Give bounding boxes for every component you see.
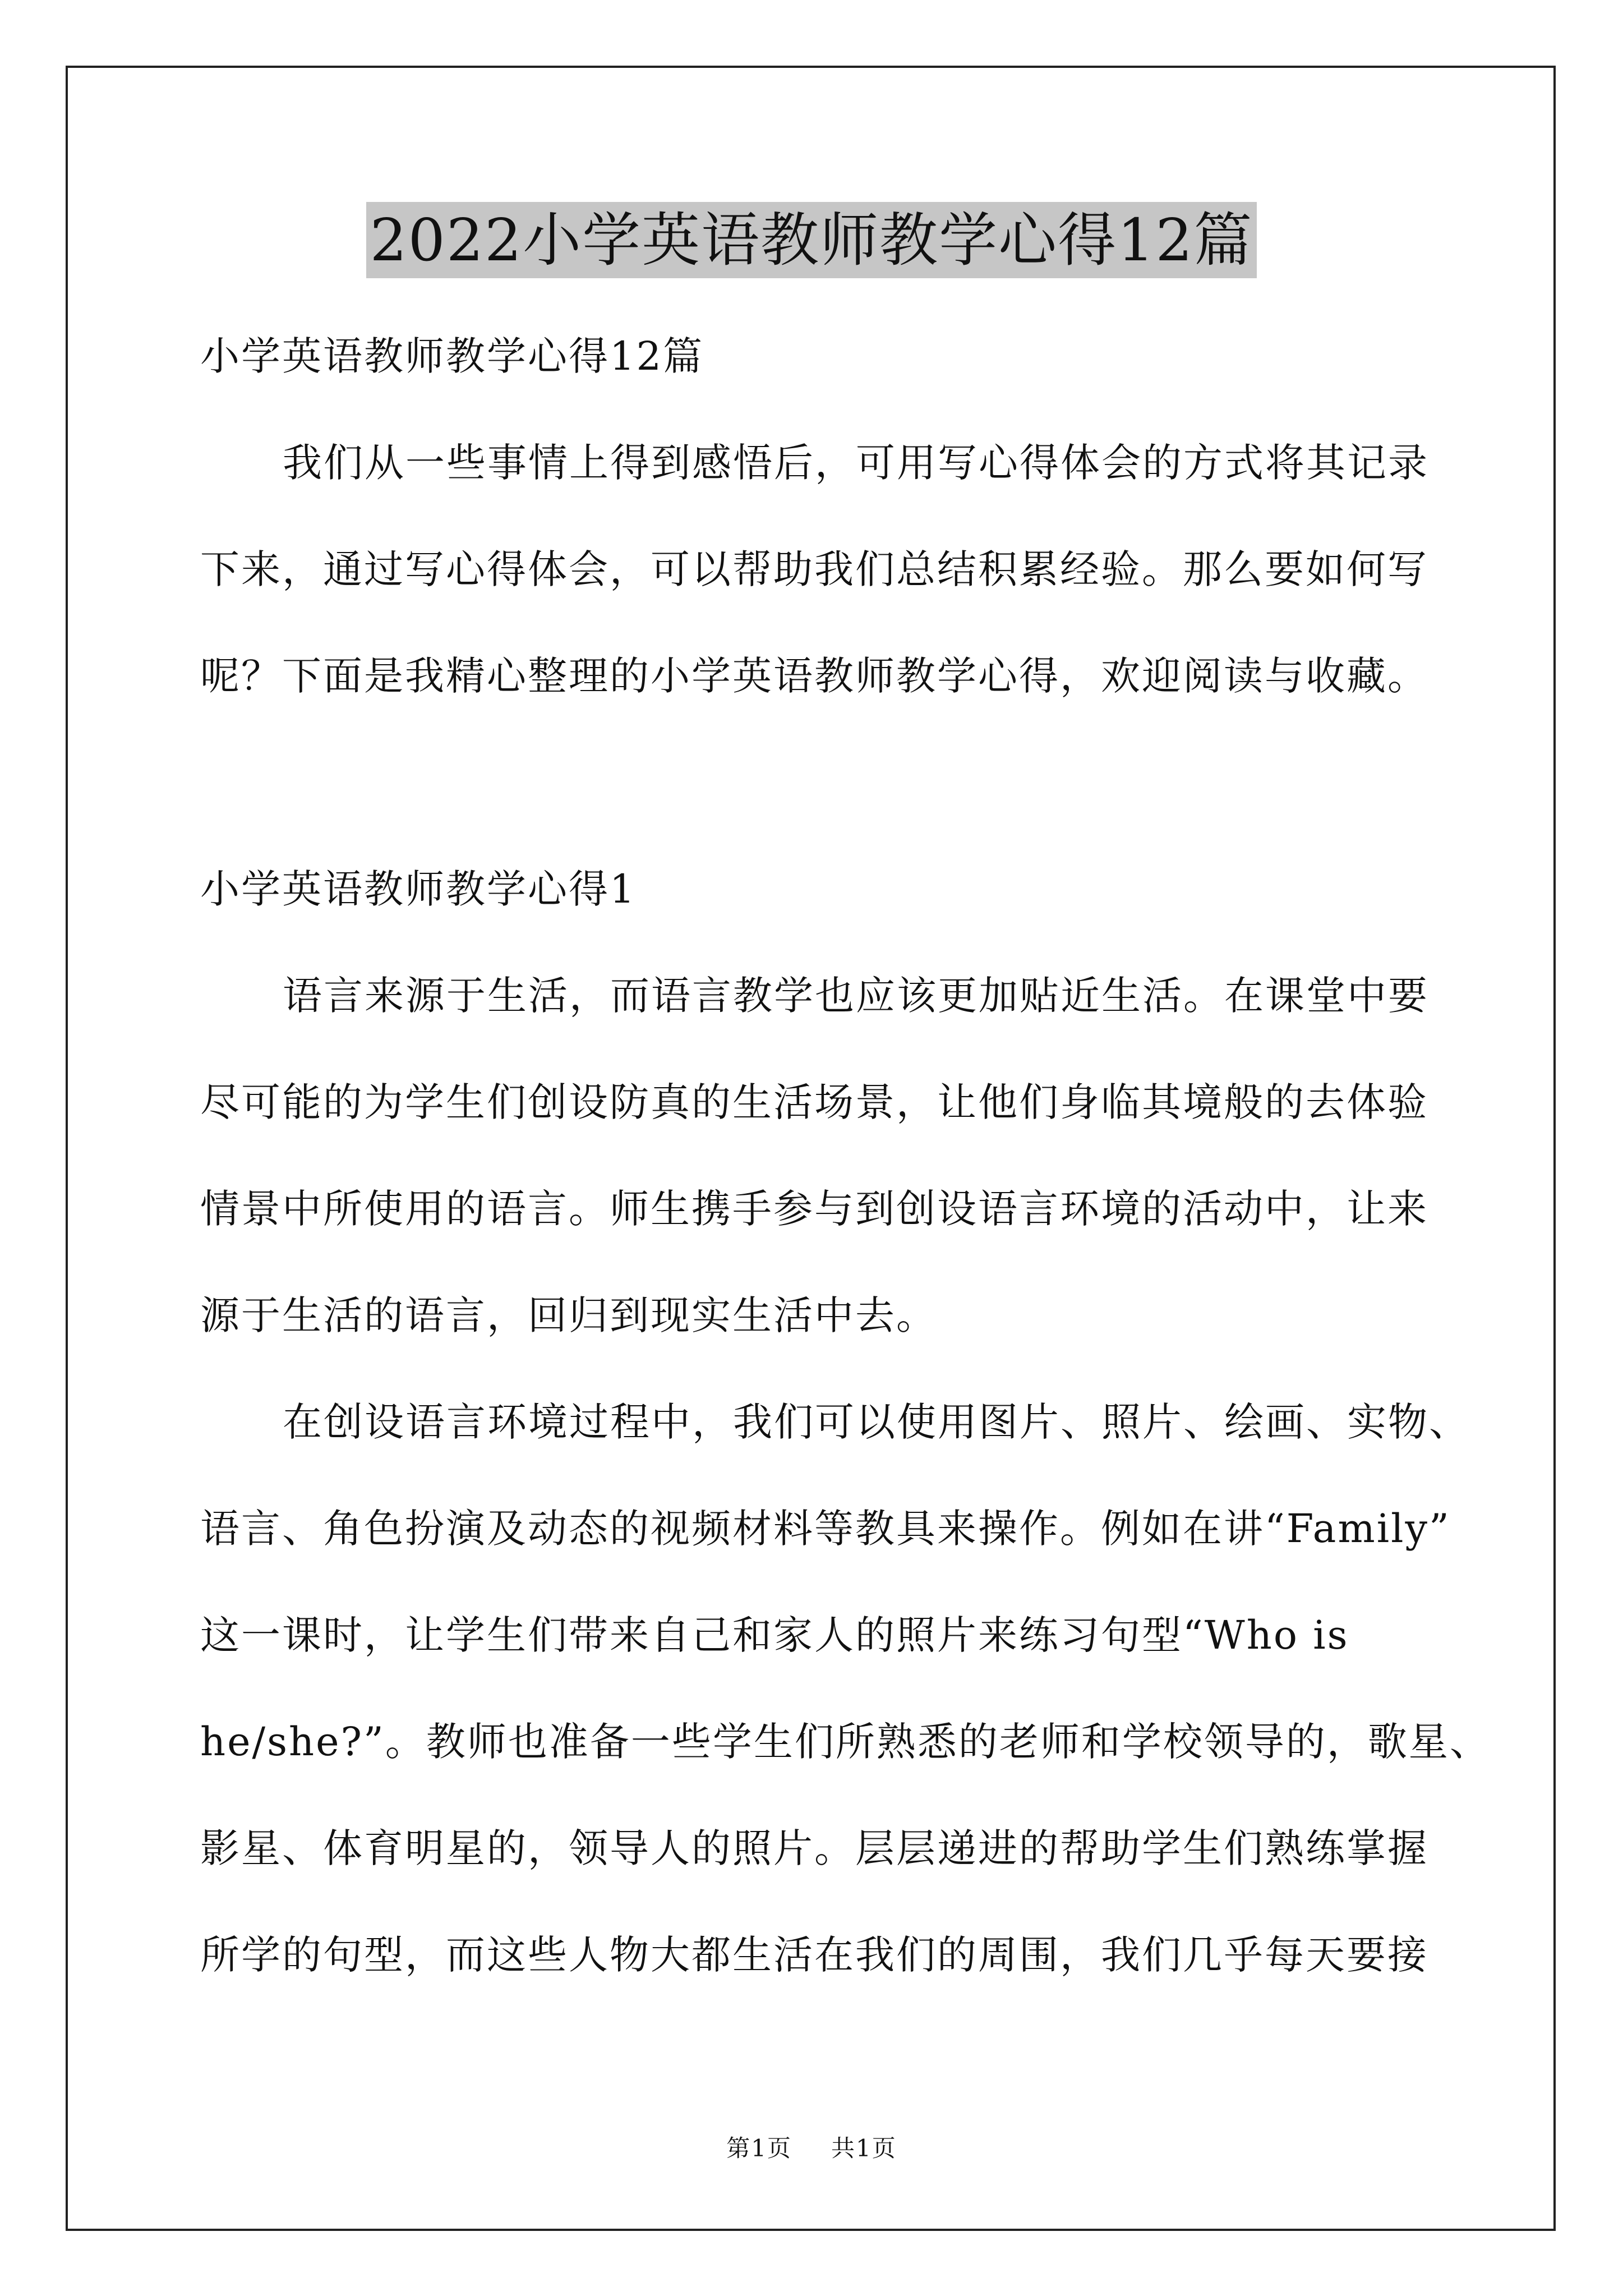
document-title: 2022小学英语教师教学心得12篇 bbox=[366, 202, 1256, 278]
page-footer bbox=[0, 2132, 1623, 2165]
page-total: 共1页 bbox=[831, 2134, 897, 2162]
paragraph-line: he/she?”。教师也准备一些学生们所熟悉的老师和学校领导的，歌星、 bbox=[200, 1719, 1491, 1765]
paragraph-line: 影星、体育明星的，领导人的照片。层层递进的帮助学生们熟练掌握 bbox=[200, 1825, 1428, 1871]
paragraph-line: 源于生活的语言，回归到现实生活中去。 bbox=[200, 1292, 937, 1338]
section-spacer bbox=[200, 729, 1428, 836]
title-container bbox=[0, 202, 1623, 278]
intro-line: 我们从一些事情上得到感悟后，可用写心得体会的方式将其记录 bbox=[283, 440, 1429, 486]
intro-line: 呢？下面是我精心整理的小学英语教师教学心得，欢迎阅读与收藏。 bbox=[200, 653, 1428, 699]
page-number: 第1页 bbox=[726, 2134, 792, 2162]
paragraph-line: 尽可能的为学生们创设防真的生活场景，让他们身临其境般的去体验 bbox=[200, 1079, 1428, 1125]
paragraph-line: 语言、角色扮演及动态的视频材料等教具来操作。例如在讲“Family” bbox=[200, 1506, 1451, 1552]
paragraph-line: 这一课时，让学生们带来自己和家人的照片来练习句型“Who is bbox=[200, 1612, 1349, 1658]
paragraph-line: 所学的句型，而这些人物大都生活在我们的周围，我们几乎每天要接 bbox=[200, 1932, 1428, 1978]
paragraph-line: 语言来源于生活，而语言教学也应该更加贴近生活。在课堂中要 bbox=[283, 973, 1429, 1019]
subtitle: 小学英语教师教学心得12篇 bbox=[200, 333, 704, 379]
section-heading: 小学英语教师教学心得1 bbox=[200, 866, 637, 912]
paragraph-line: 情景中所使用的语言。师生携手参与到创设语言环境的活动中，让来 bbox=[200, 1186, 1428, 1232]
paragraph-line: 在创设语言环境过程中，我们可以使用图片、照片、绘画、实物、 bbox=[283, 1399, 1470, 1445]
document-body bbox=[200, 303, 1491, 2008]
intro-line: 下来，通过写心得体会，可以帮助我们总结积累经验。那么要如何写 bbox=[200, 546, 1428, 592]
